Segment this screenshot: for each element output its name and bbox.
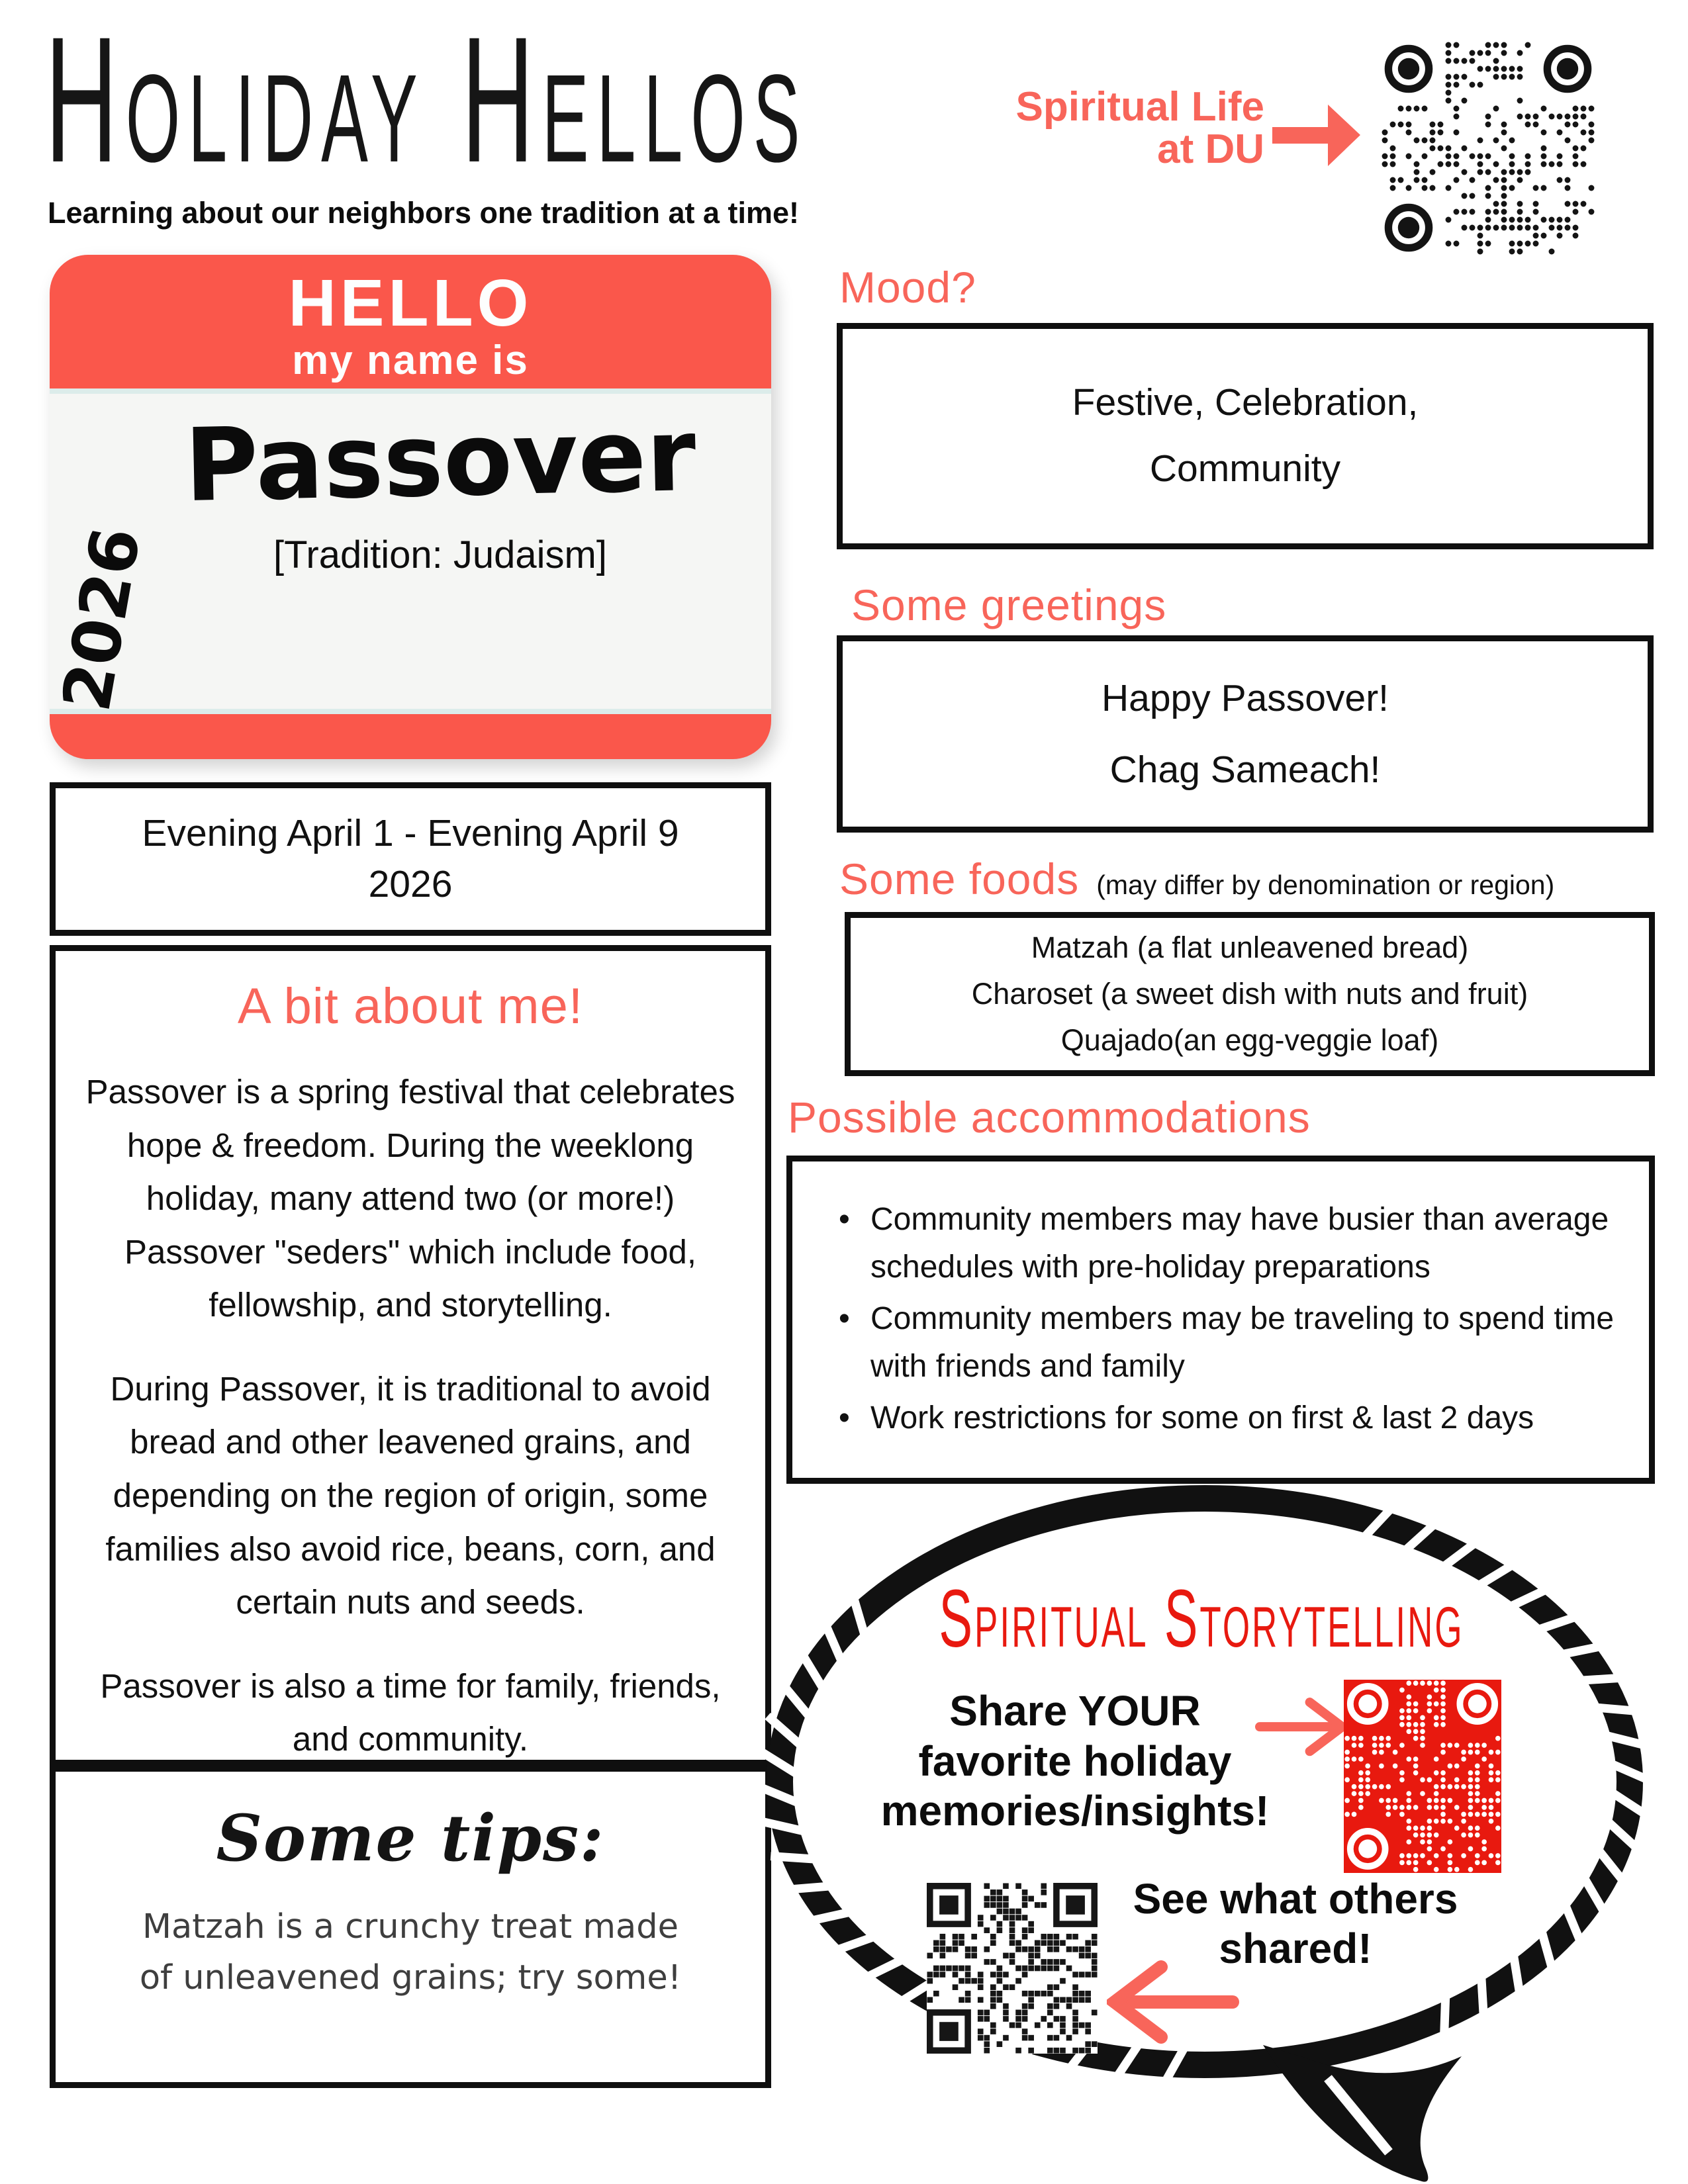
accommodation-item: • Community members may have busier than average schedules with pre-holiday preparations: [835, 1196, 1622, 1291]
spiritual-life-line2: at DU: [1157, 126, 1264, 172]
about-paragraph: Passover is a spring festival that celebrates hope & freedom. During the weeklong holiday, many attend two (or more!) Passover "seders" which include food, fellowship, and storytelling.: [85, 1073, 735, 1324]
share-line: Share YOUR: [949, 1687, 1201, 1735]
spiritual-life-line1: Spiritual Life: [1015, 84, 1264, 130]
arrow-right-icon: [1255, 1682, 1348, 1772]
foods-heading: Some foods: [839, 854, 1080, 903]
view-shared-qr-code-icon: [927, 1883, 1098, 2054]
accommodation-item: • Work restrictions for some on first & last 2 days: [835, 1394, 1622, 1442]
date-line1: Evening April 1 - Evening April 9: [142, 812, 679, 855]
about-paragraph: Passover is also a time for family, friends, and community.: [100, 1666, 721, 1758]
page-subtitle: Learning about our neighbors one tradition at a time!: [48, 196, 800, 230]
foods-box: [845, 912, 1655, 1076]
about-paragraph: During Passover, it is traditional to avoid bread and other leavened grains, and depending on the region of origin, some families also avoid rice, beans, corn, and certain nuts and seeds.: [105, 1369, 716, 1621]
greetings-box: [837, 635, 1654, 833]
date-line2: 2026: [368, 863, 453, 905]
name-tag-my-name-is: my name is: [292, 338, 529, 383]
greetings-heading: Some greetings: [851, 580, 1167, 629]
mood-line: Community: [1149, 447, 1341, 490]
see-line: See what others: [1133, 1875, 1458, 1923]
about-heading: A bit about me!: [238, 978, 583, 1034]
foods-note: (may differ by denomination or region): [1096, 870, 1555, 900]
food-item: Charoset (a sweet dish with nuts and fruit): [971, 977, 1528, 1011]
accommodations-heading: Possible accommodations: [788, 1093, 1311, 1142]
about-box: [50, 945, 771, 1766]
mood-box: [837, 323, 1654, 549]
accommodation-item: • Community members may be traveling to spend time with friends and family: [835, 1295, 1622, 1390]
accommodations-box: [786, 1156, 1655, 1484]
mood-line: Festive, Celebration,: [1072, 381, 1419, 424]
tips-box: [50, 1766, 771, 2088]
accommodations-list: [835, 1196, 1622, 1442]
food-item: Matzah (a flat unleavened bread): [1031, 931, 1469, 965]
greeting-line: Happy Passover!: [1101, 676, 1389, 719]
see-shared-prompt: [1094, 1874, 1497, 1974]
spiritual-life-label: [940, 86, 1264, 171]
share-prompt: [829, 1686, 1321, 1837]
tips-body: Matzah is a crunchy treat made of unleavened grains; try some!: [139, 1907, 682, 1997]
see-line: shared!: [1219, 1924, 1372, 1972]
arrow-right-icon: [1272, 99, 1362, 172]
tips-heading: Some tips:: [216, 1801, 605, 1876]
greeting-line: Chag Sameach!: [1109, 749, 1381, 791]
date-box: [50, 782, 771, 936]
storytelling-heading: Spiritual Storytelling: [939, 1573, 1464, 1665]
mood-heading: Mood?: [839, 263, 976, 312]
food-item: Quajado(an egg-veggie loaf): [1060, 1023, 1439, 1057]
foods-heading-row: [839, 854, 1554, 904]
share-line: memories/insights!: [880, 1787, 1270, 1835]
share-line: favorite holiday: [918, 1737, 1232, 1785]
name-tag-hello: HELLO: [288, 266, 533, 340]
holiday-name: Passover: [183, 396, 697, 525]
spiritual-life-qr-code-icon: [1381, 41, 1595, 255]
holiday-tradition: [Tradition: Judaism]: [273, 533, 607, 576]
page-title: Holiday Hellos: [45, 0, 808, 201]
holiday-year: 2026: [47, 522, 156, 717]
share-qr-code-icon: [1344, 1680, 1501, 1873]
name-tag: [47, 255, 771, 759]
